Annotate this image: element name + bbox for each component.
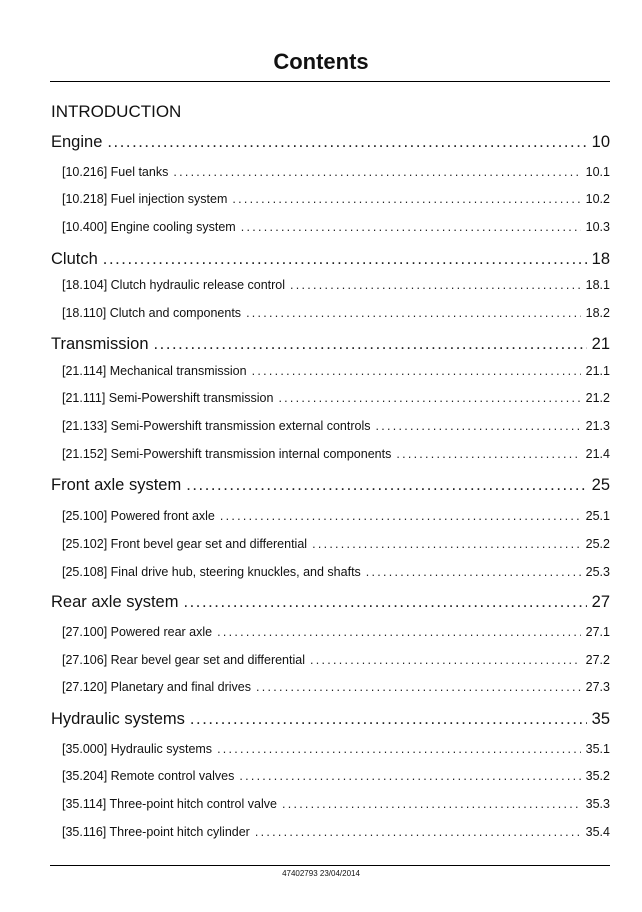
toc-entry-label: [27.100] Powered rear axle — [62, 625, 213, 639]
toc-section-label: Hydraulic systems — [51, 710, 185, 728]
dot-leader — [396, 445, 580, 463]
toc-section-page: 21 — [591, 335, 610, 353]
dot-leader — [252, 362, 581, 380]
toc-entry-page: 25.3 — [585, 565, 610, 579]
introduction-heading: INTRODUCTION — [51, 102, 182, 121]
toc-entry[interactable] — [62, 276, 610, 294]
toc-entry-page: 21.4 — [585, 447, 610, 461]
dot-leader — [241, 218, 581, 236]
toc-entry-page: 25.2 — [585, 537, 610, 551]
toc-entry-page: 35.3 — [585, 797, 610, 811]
toc-entry[interactable] — [62, 740, 610, 758]
toc-entry[interactable] — [62, 218, 610, 236]
toc-entry[interactable] — [62, 389, 610, 407]
toc-entry-label: [18.104] Clutch hydraulic release control — [62, 278, 286, 292]
toc-entry-label: [27.120] Planetary and final drives — [62, 680, 252, 694]
toc-entry-label: [21.114] Mechanical transmission — [62, 364, 247, 378]
dot-leader — [186, 474, 586, 496]
toc-entry-label: [25.102] Front bevel gear set and differential — [62, 537, 308, 551]
toc-entry[interactable] — [62, 623, 610, 641]
dot-leader — [183, 591, 586, 613]
toc-entry[interactable] — [62, 445, 610, 463]
toc-entry-page: 35.4 — [585, 825, 610, 839]
footer-doc-id: 47402793 23/04/2014 — [282, 869, 360, 878]
toc-entry-page: 21.2 — [585, 391, 610, 405]
dot-leader — [217, 623, 581, 641]
toc-section[interactable] — [51, 333, 610, 355]
toc-entry-page: 25.1 — [585, 509, 610, 523]
dot-leader — [239, 767, 580, 785]
toc-section[interactable] — [51, 131, 610, 153]
toc-entry-page: 27.3 — [585, 680, 610, 694]
toc-section[interactable] — [51, 708, 610, 730]
toc-entry[interactable] — [62, 304, 610, 322]
page-title: Contents — [273, 49, 369, 74]
dot-leader — [310, 651, 581, 669]
toc-section-page: 27 — [591, 593, 610, 611]
toc-entry-page: 35.1 — [585, 742, 610, 756]
dot-leader — [256, 678, 581, 696]
toc-entry[interactable] — [62, 535, 610, 553]
toc-entry[interactable] — [62, 678, 610, 696]
toc-entry-label: [25.108] Final drive hub, steering knuckles, and shafts — [62, 565, 361, 579]
toc-entry-page: 35.2 — [585, 769, 610, 783]
toc-entry-label: [10.400] Engine cooling system — [62, 220, 236, 234]
toc-entry[interactable] — [62, 823, 610, 841]
dot-leader — [282, 795, 581, 813]
toc-entry[interactable] — [62, 795, 610, 813]
toc-entry-page: 27.2 — [585, 653, 610, 667]
toc-section-label: Front axle system — [51, 476, 182, 494]
toc-entry[interactable] — [62, 417, 610, 435]
toc-entry-page: 18.1 — [585, 278, 610, 292]
toc-entry-label: [10.216] Fuel tanks — [62, 165, 169, 179]
toc-entry-label: [21.152] Semi-Powershift transmission internal components — [62, 447, 392, 461]
toc-entry[interactable] — [62, 507, 610, 525]
toc-section[interactable] — [51, 591, 610, 613]
dot-leader — [255, 823, 581, 841]
toc-section-label: Rear axle system — [51, 593, 179, 611]
toc-entry-label: [35.116] Three-point hitch cylinder — [62, 825, 250, 839]
toc-entry-label: [35.204] Remote control valves — [62, 769, 235, 783]
toc-entry-page: 18.2 — [585, 306, 610, 320]
toc-section[interactable] — [51, 248, 610, 270]
toc-section[interactable] — [51, 474, 610, 496]
toc-entry-label: [35.114] Three-point hitch control valve — [62, 797, 277, 811]
toc-section-page: 18 — [591, 250, 610, 268]
dot-leader — [375, 417, 580, 435]
toc-entry-page: 21.1 — [585, 364, 610, 378]
dot-leader — [107, 131, 586, 153]
toc-entry-page: 27.1 — [585, 625, 610, 639]
dot-leader — [366, 563, 581, 581]
toc-entry-label: [25.100] Powered front axle — [62, 509, 215, 523]
title-rule — [50, 81, 610, 82]
dot-leader — [220, 507, 581, 525]
dot-leader — [232, 190, 580, 208]
toc-section-page: 25 — [591, 476, 610, 494]
dot-leader — [312, 535, 581, 553]
toc-entry-page: 10.1 — [585, 165, 610, 179]
dot-leader — [217, 740, 581, 758]
toc-entry-page: 21.3 — [585, 419, 610, 433]
dot-leader — [190, 708, 587, 730]
toc-section-label: Transmission — [51, 335, 149, 353]
dot-leader — [154, 333, 587, 355]
toc-entry[interactable] — [62, 651, 610, 669]
dot-leader — [103, 248, 587, 270]
toc-entry-label: [18.110] Clutch and components — [62, 306, 242, 320]
dot-leader — [278, 389, 580, 407]
toc-entry-label: [21.111] Semi-Powershift transmission — [62, 391, 274, 405]
footer-rule — [50, 865, 610, 866]
toc-entry[interactable] — [62, 362, 610, 380]
toc-entry-label: [27.106] Rear bevel gear set and differential — [62, 653, 305, 667]
dot-leader — [246, 304, 581, 322]
toc-entry[interactable] — [62, 190, 610, 208]
toc-section-label: Engine — [51, 133, 103, 151]
toc-entry[interactable] — [62, 563, 610, 581]
toc-section-page: 10 — [591, 133, 610, 151]
toc-section-page: 35 — [591, 710, 610, 728]
toc-entry-page: 10.2 — [585, 192, 610, 206]
toc-entry-label: [35.000] Hydraulic systems — [62, 742, 213, 756]
toc-entry[interactable] — [62, 163, 610, 181]
toc-entry-page: 10.3 — [585, 220, 610, 234]
toc-entry-label: [21.133] Semi-Powershift transmission external controls — [62, 419, 371, 433]
dot-leader — [173, 163, 580, 181]
toc-entry[interactable] — [62, 767, 610, 785]
toc-section-label: Clutch — [51, 250, 98, 268]
toc-entry-label: [10.218] Fuel injection system — [62, 192, 228, 206]
dot-leader — [290, 276, 581, 294]
